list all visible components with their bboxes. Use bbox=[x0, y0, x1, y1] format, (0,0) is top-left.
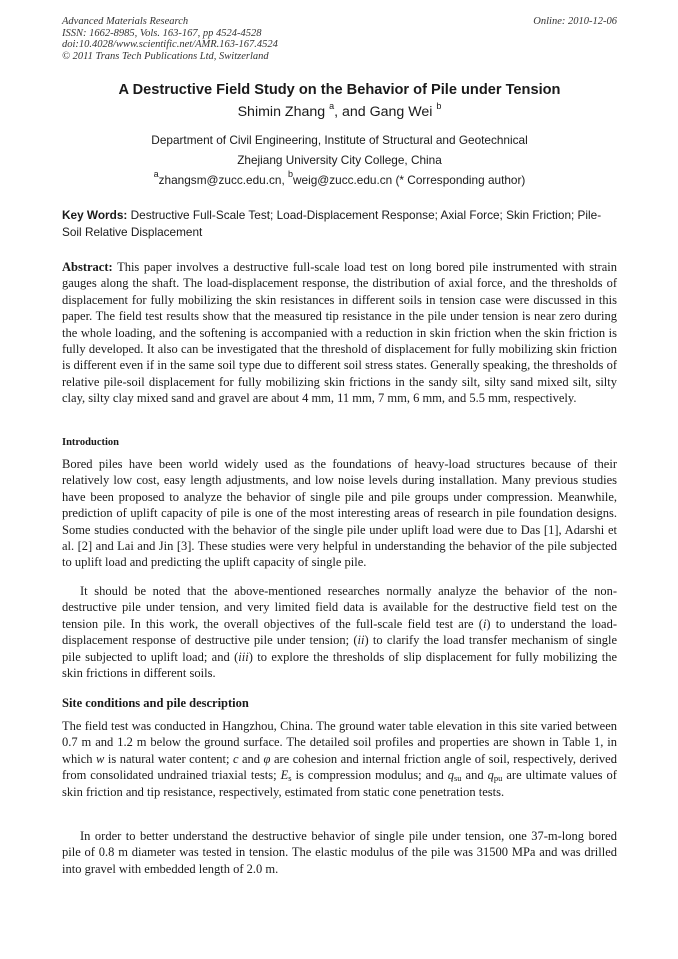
intro-p2-part-d: ) to explore the thresholds of slip displacement for fully mobilizing the skin frictions in different soils. bbox=[62, 649, 618, 681]
email-a: zhangsm@zucc.edu.cn, bbox=[158, 173, 289, 187]
site-paragraph-2: In order to better understand the destructive behavior of single pile under tension, one 37-m-long bored pile of 0.8 m diameter was tested in tension. The elastic modulus of the pile was 31500 MPa and was drilled into gravel with embedded length of 2.0 m. bbox=[62, 829, 617, 876]
site-p1-part-b: is natural water content; bbox=[104, 751, 233, 766]
site-paragraph-1 bbox=[62, 718, 617, 800]
email-a-sup: a bbox=[153, 169, 159, 179]
roman-ii: ii bbox=[357, 633, 365, 648]
site-p1-part-g: are ultimate values of skin friction and tip resistance, respectively, estimated from static cone penetration tests. bbox=[62, 768, 617, 799]
issn-line: ISSN: 1662-8985, Vols. 163-167, pp 4524-4528 bbox=[62, 27, 262, 39]
intro-p2-part-c: ) to clarify the load transfer mechanism of single pile subjected to uplift load; and ( bbox=[62, 633, 617, 664]
site-p1-part-a: The field test was conducted in Hangzhou, China. The ground water table elevation in this site varied between 0.7 m and 1.2 m below the ground surface. The detailed soil profiles and properties are shown in Table 1, in which bbox=[62, 719, 617, 766]
site-conditions-heading: Site conditions and pile description bbox=[62, 696, 249, 710]
author-2-sup: b bbox=[436, 101, 442, 111]
affiliation-2: Zhejiang University City College, China bbox=[237, 153, 442, 167]
intro-p2-part-a: It should be noted that the above-mentioned researches normally analyze the behavior of the non-destructive pile under tension, and very limited field data is available for the destructive field test on the tension pile. In this work, the overall objectives of the full-scale field test are ( bbox=[62, 584, 617, 631]
symbol-qpu-sub: pu bbox=[493, 773, 503, 784]
keywords bbox=[62, 207, 617, 240]
intro-paragraph-2 bbox=[62, 583, 617, 681]
intro-paragraph-1: Bored piles have been world widely used as the foundations of heavy-load structures because of their relatively low cost, easy length adjustments, and low noise levels during installation. Many previous studies have been proposed to analyze the behavior of single pile and pile groups under compression. Meanwhile, prediction of uplift capacity of pile is one of the most interesting areas of research in pile foundation designs. Some studies conducted with the behavior of the single pile under uplift load were due to Das [1], Adarshi et al. [2] and Lai and Jin [3]. These studies were very helpful in understanding the behavior of the pile subjected to uplift load and predicting the uplift capacity of single pile. bbox=[62, 457, 617, 570]
symbol-c: c bbox=[232, 751, 239, 766]
symbol-w: w bbox=[96, 751, 105, 766]
affiliation-1: Department of Civil Engineering, Institute of Structural and Geotechnical bbox=[151, 133, 528, 147]
author-2: Gang Wei bbox=[369, 104, 433, 120]
symbol-qsu: q bbox=[447, 768, 454, 783]
symbol-es: E bbox=[280, 768, 289, 783]
email-b: weig@zucc.edu.cn (* Corresponding author) bbox=[293, 173, 526, 187]
abstract-label: Abstract: bbox=[62, 260, 113, 274]
site-p1-part-e: is compression modulus; and bbox=[291, 768, 448, 783]
keywords-text: Destructive Full-Scale Test; Load-Displacement Response; Axial Force; Skin Friction; Pile-Soil Relative Displacement bbox=[62, 208, 602, 239]
doi-line: doi:10.4028/www.scientific.net/AMR.163-167.4524 bbox=[62, 39, 278, 51]
author-1-sup: a bbox=[329, 101, 335, 111]
journal-name: Advanced Materials Research bbox=[62, 16, 189, 27]
online-date: Online: 2010-12-06 bbox=[533, 16, 617, 27]
introduction-heading: Introduction bbox=[62, 437, 119, 448]
copyright-line: © 2011 Trans Tech Publications Ltd, Switzerland bbox=[62, 50, 269, 62]
symbol-qpu: q bbox=[487, 768, 494, 783]
symbol-es-sub: s bbox=[288, 773, 292, 784]
author-1: Shimin Zhang bbox=[237, 104, 326, 120]
email-line bbox=[62, 169, 617, 187]
site-p1-part-f: and bbox=[461, 768, 488, 783]
abstract bbox=[62, 259, 617, 407]
abstract-text: This paper involves a destructive full-scale load test on long bored pile instrumented with strain gauges along the shaft. The load-displacement response, the distribution of axial force, and the thresholds of displacement for fully mobilizing the skin resistances in different soils in tension case were discussed in this paper. The field test results show that the measured tip resistance in the pile under tension is near zero during the whole loading, and the softening is accompanied with a reduction in skin friction when the skin friction is fully developed. It also can be investigated that the threshold of displacement for fully mobilizing skin friction is different even if in the same soil type due to different soil stress states. Generally speaking, the thresholds of relative pile-soil displacement for fully mobilizing skin frictions in the sandy silt, silty sand mixed silt, silty clay, silty clay mixed sand and gravel are about 4 mm, 11 mm, 7 mm, 6 mm, and 5.5 mm, respectively. bbox=[62, 260, 617, 406]
roman-iii: iii bbox=[238, 649, 249, 664]
author-separator: , and bbox=[334, 104, 370, 120]
keywords-label: Key Words: bbox=[62, 208, 128, 222]
journal-header bbox=[62, 16, 617, 62]
roman-i: i bbox=[482, 616, 487, 631]
paper-title: A Destructive Field Study on the Behavior of Pile under Tension bbox=[118, 82, 561, 98]
email-b-sup: b bbox=[288, 169, 294, 179]
site-p1-part-d: are cohesion and internal friction angle of soil, respectively, derived from consolidated undrained triaxial tests; bbox=[62, 751, 617, 783]
author-line bbox=[62, 101, 617, 120]
site-p1-part-c: and bbox=[238, 751, 264, 766]
symbol-phi: φ bbox=[263, 751, 271, 766]
intro-p2-part-b: ) to understand the load-displacement response of destructive pile under tension; ( bbox=[62, 616, 618, 648]
symbol-qsu-sub: su bbox=[453, 773, 462, 784]
